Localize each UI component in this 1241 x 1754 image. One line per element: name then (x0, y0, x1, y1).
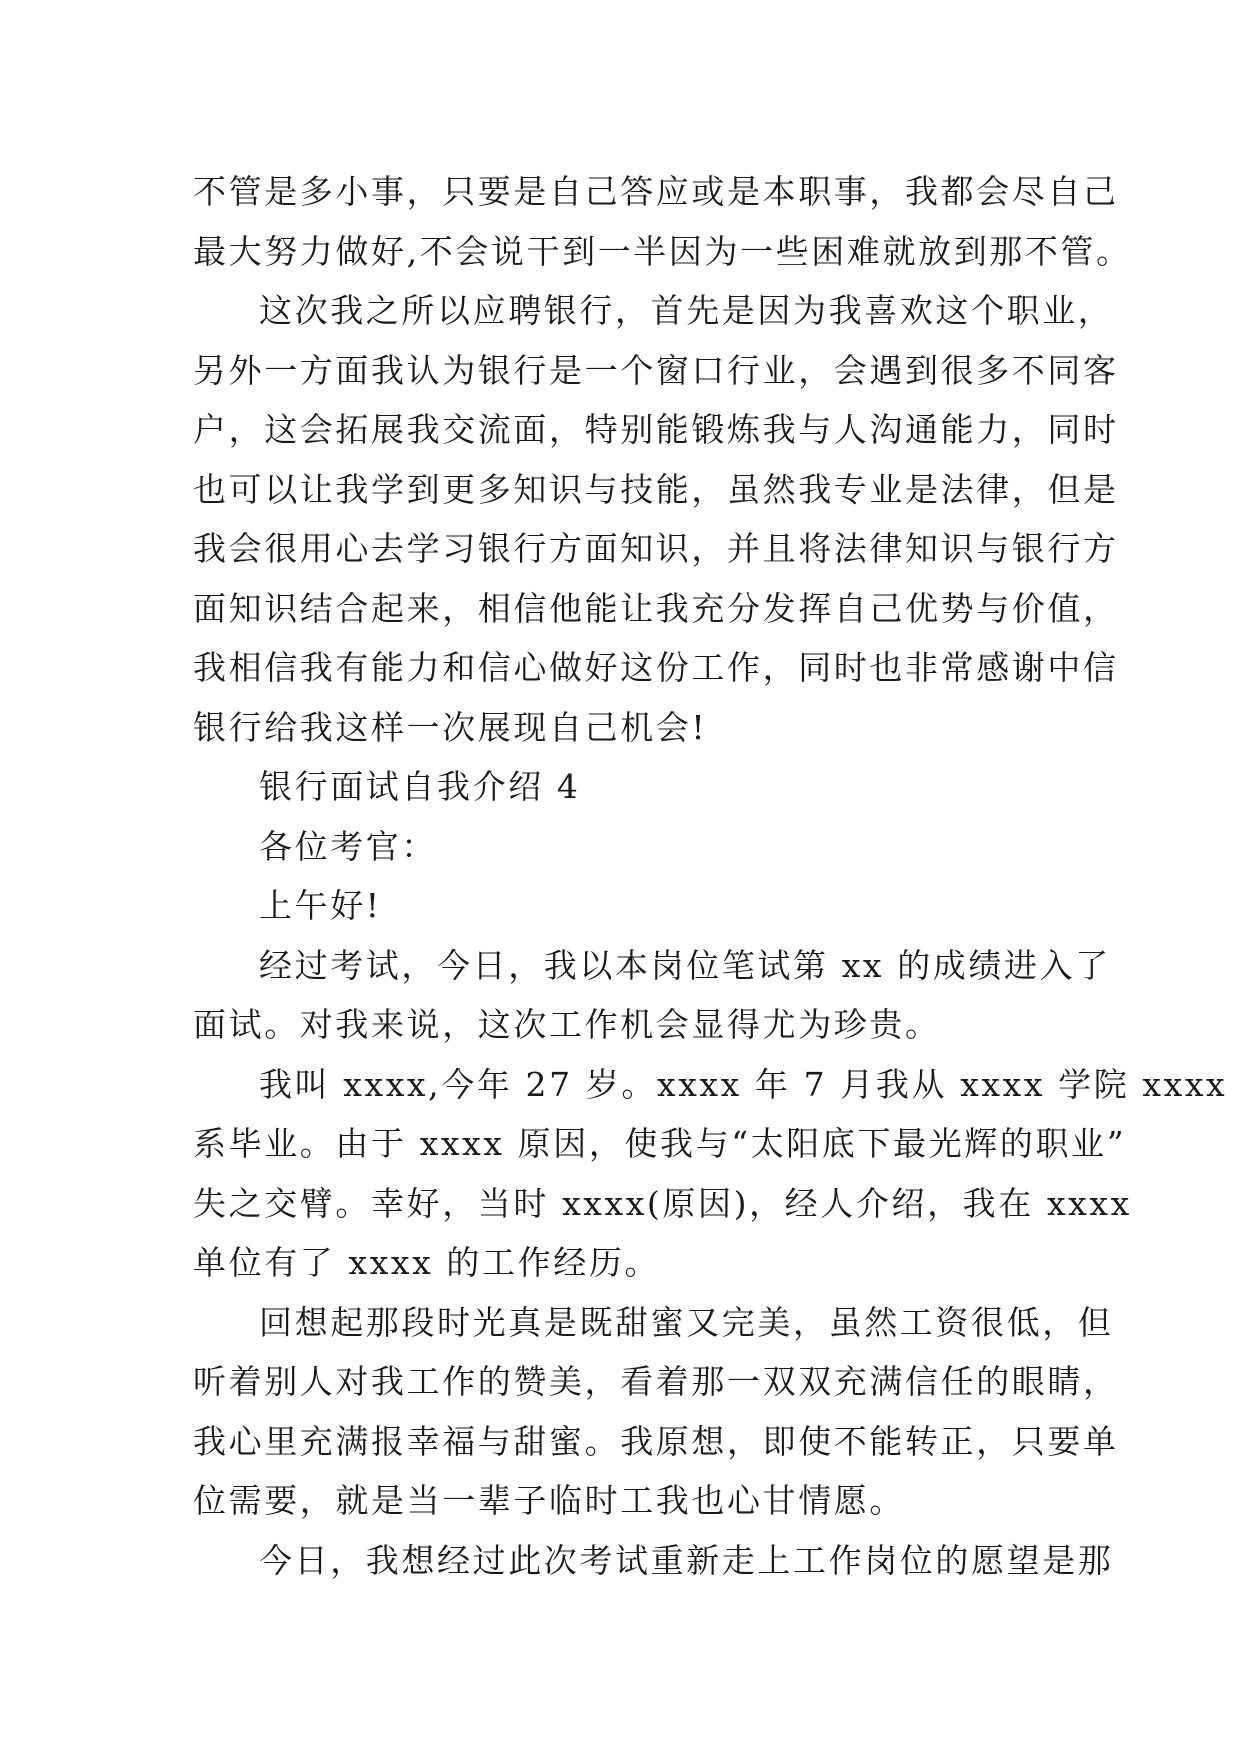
paragraph-start-line: 今日，我想经过此次考试重新走上工作岗位的愿望是那 (259, 1540, 1114, 1580)
text-line: 我相信我有能力和信心做好这份工作，同时也非常感谢中信 (193, 648, 1119, 687)
text-line: 也可以让我学到更多知识与技能，虽然我专业是法律，但是 (193, 469, 1119, 509)
text-line: 单位有了 xxxx 的工作经历。 (193, 1243, 661, 1282)
paragraph-start-line: 经过考试，今日，我以本岗位笔试第 xx 的成绩进入了 (259, 945, 1111, 985)
text-line: 面知识结合起来，相信他能让我充分发挥自己优势与价值， (193, 588, 1119, 628)
text-line: 最大努力做好,不会说干到一半因为一些困难就放到那不管。 (193, 231, 1132, 271)
paragraph-start-line: 回想起那段时光真是既甜蜜又完美，虽然工资很低，但 (259, 1302, 1114, 1342)
paragraph-start-line: 这次我之所以应聘银行，首先是因为我喜欢这个职业， (259, 291, 1114, 330)
greeting: 上午好! (259, 886, 382, 925)
text-line: 另外一方面我认为银行是一个窗口行业，会遇到很多不同客 (193, 350, 1119, 390)
text-line: 户，这会拓展我交流面，特别能锻炼我与人沟通能力，同时 (193, 410, 1119, 449)
text-line: 银行给我这样一次展现自己机会! (193, 707, 708, 747)
text-line: 我会很用心去学习银行方面知识，并且将法律知识与银行方 (193, 529, 1119, 568)
text-line: 听着别人对我工作的赞美，看着那一双双充满信任的眼睛， (193, 1362, 1119, 1401)
document-body (193, 162, 1228, 1590)
text-line: 面试。对我来说，这次工作机会显得尤为珍贵。 (193, 1005, 941, 1044)
section-heading: 银行面试自我介绍 4 (259, 767, 581, 806)
text-line: 位需要，就是当一辈子临时工我也心甘情愿。 (193, 1481, 905, 1520)
text-line: 我心里充满报幸福与甜蜜。我原想，即使不能转正，只要单 (193, 1421, 1119, 1461)
paragraph-start-line: 我叫 xxxx,今年 27 岁。xxxx 年 7 月我从 xxxx 学院 xxxx (259, 1064, 1228, 1104)
text-line: 系毕业。由于 xxxx 原因，使我与“太阳底下最光辉的职业” (193, 1124, 1127, 1163)
salutation: 各位考官： (259, 826, 437, 866)
text-line: 不管是多小事，只要是自己答应或是本职事，我都会尽自己 (193, 172, 1119, 211)
text-line: 失之交臂。幸好，当时 xxxx(原因)，经人介绍，我在 xxxx (193, 1183, 1132, 1223)
